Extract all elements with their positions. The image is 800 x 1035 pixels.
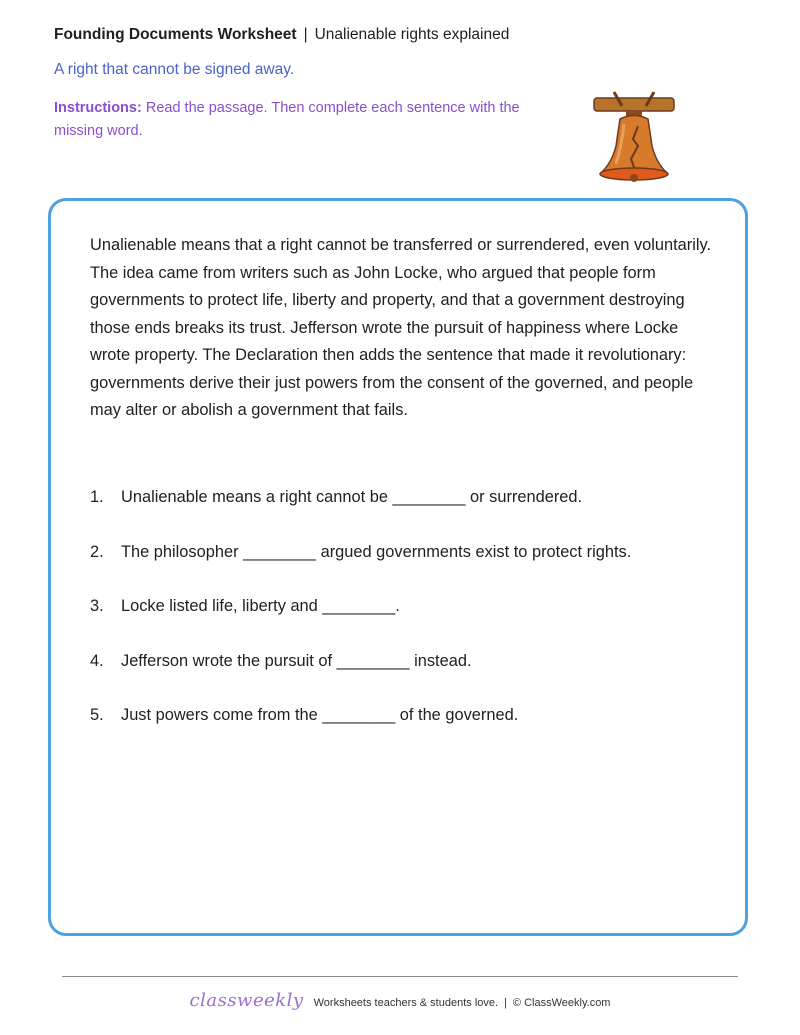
question-text: Unalienable means a right cannot be ________ or surrendered. bbox=[121, 488, 583, 506]
instructions-label: Instructions: bbox=[54, 100, 142, 116]
question-item bbox=[90, 595, 730, 650]
header-separator: | bbox=[303, 26, 308, 43]
question-item bbox=[90, 704, 730, 759]
question-number: 5. bbox=[90, 706, 104, 724]
worksheet-header bbox=[54, 26, 509, 44]
question-number: 3. bbox=[90, 597, 104, 615]
question-text: Locke listed life, liberty and ________. bbox=[121, 597, 400, 615]
question-text: Jefferson wrote the pursuit of ________ instead. bbox=[121, 651, 472, 670]
question-list bbox=[90, 486, 730, 759]
footer-tagline: Worksheets teachers & students love. bbox=[313, 997, 499, 1009]
question-text: The philosopher ________ argued governments exist to protect rights. bbox=[121, 542, 632, 561]
worksheet-subtitle: A right that cannot be signed away. bbox=[54, 61, 295, 78]
question-item bbox=[90, 541, 730, 596]
footer-separator: | bbox=[504, 997, 507, 1009]
liberty-bell-icon bbox=[578, 84, 690, 188]
worksheet-title: Founding Documents Worksheet bbox=[54, 26, 297, 43]
question-number: 1. bbox=[90, 488, 104, 506]
question-text: Just powers come from the ________ of the governed. bbox=[121, 706, 519, 724]
instructions bbox=[54, 97, 564, 143]
classweekly-logo: classweekly bbox=[189, 990, 304, 1011]
passage-card bbox=[48, 198, 748, 936]
question-item bbox=[90, 486, 730, 541]
question-number: 2. bbox=[90, 542, 104, 561]
instructions-text: Read the passage. Then complete each sentence with the missing word. bbox=[54, 100, 520, 139]
footer-divider bbox=[62, 976, 738, 977]
worksheet-topic: Unalienable rights explained bbox=[314, 26, 510, 43]
question-item bbox=[90, 650, 730, 705]
footer bbox=[0, 990, 800, 1011]
reading-passage: Unalienable means that a right cannot be transferred or surrendered, even voluntarily. The idea came from writers such as John Locke, who argued that people form governments to protect life, liberty and property, and that a government destroying those ends breaks its trust. Jefferson wrote the pursuit of happiness where Locke wrote property. The Declaration then adds the sentence that made it revolutionary: governments derive their just powers from the consent of the governed, and people may alter or abolish a government that fails. bbox=[90, 236, 712, 419]
footer-copyright: © ClassWeekly.com bbox=[512, 997, 611, 1009]
question-number: 4. bbox=[90, 651, 104, 670]
